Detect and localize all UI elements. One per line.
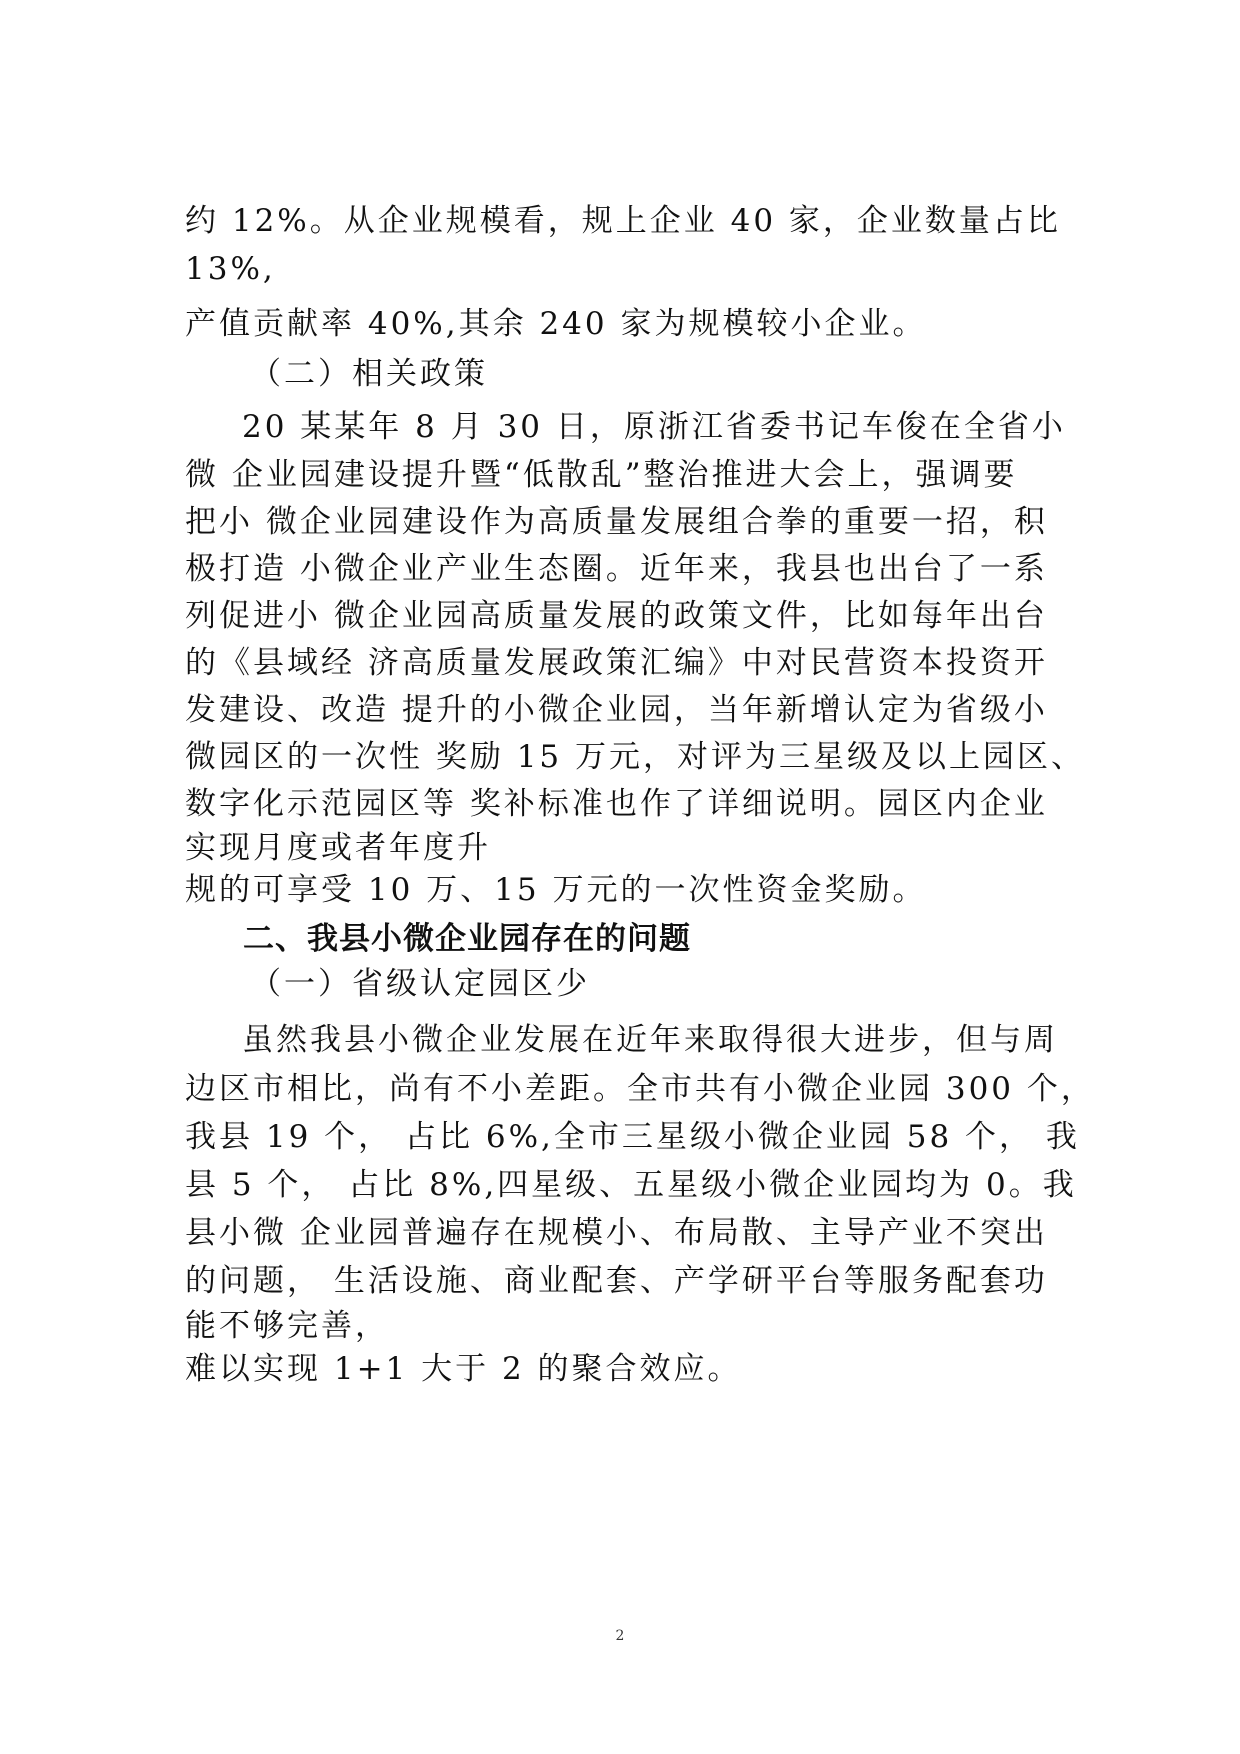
paragraph-1-line-1: 约 12%。从企业规模看，规上企业 40 家，企业数量占比 — [185, 203, 1061, 239]
paragraph-2-line-4: 极打造 小微企业产业生态圈。近年来，我县也出台了一系 — [185, 551, 1048, 587]
paragraph-2-line-2: 微 企业园建设提升暨“低散乱”整治推进大会上，强调要 — [185, 457, 1018, 493]
paragraph-2-line-3: 把小 微企业园建设作为高质量发展组合拳的重要一招，积 — [185, 504, 1048, 540]
paragraph-3-line-1: 虽然我县小微企业发展在近年来取得很大进步，但与周 — [242, 1022, 1058, 1058]
paragraph-2-line-6: 的《县域经 济高质量发展政策汇编》中对民营资本投资开 — [185, 645, 1048, 681]
paragraph-3-line-6: 的问题， 生活设施、商业配套、产学研平台等服务配套功 — [185, 1263, 1048, 1299]
paragraph-2-line-9: 数字化示范园区等 奖补标准也作了详细说明。园区内企业 — [185, 786, 1048, 822]
paragraph-3-line-7: 能不够完善， — [185, 1308, 389, 1344]
paragraph-1-line-3: 产值贡献率 40%,其余 240 家为规模较小企业。 — [185, 306, 927, 342]
paragraph-2-line-10: 实现月度或者年度升 — [185, 830, 491, 866]
paragraph-2-line-8: 微园区的一次性 奖励 15 万元，对评为三星级及以上园区、 — [185, 739, 1086, 775]
paragraph-3-line-5: 县小微 企业园普遍存在规模小、布局散、主导产业不突出 — [185, 1215, 1048, 1251]
paragraph-2-line-7: 发建设、改造 提升的小微企业园，当年新增认定为省级小 — [185, 692, 1048, 728]
paragraph-1-line-2: 13%, — [185, 251, 276, 287]
page-number: 2 — [615, 1628, 625, 1644]
section-heading: 二、我县小微企业园存在的问题 — [243, 921, 691, 957]
paragraph-2-line-5: 列促进小 微企业园高质量发展的政策文件，比如每年出台 — [185, 598, 1048, 634]
paragraph-3-line-8: 难以实现 1+1 大于 2 的聚合效应。 — [185, 1351, 742, 1387]
paragraph-2-line-11: 规的可享受 10 万、15 万元的一次性资金奖励。 — [185, 872, 927, 908]
subheading-parks: （一）省级认定园区少 — [250, 966, 590, 1002]
paragraph-2-line-1: 20 某某年 8 月 30 日，原浙江省委书记车俊在全省小 — [242, 409, 1066, 445]
paragraph-3-line-3: 我县 19 个， 占比 6%,全市三星级小微企业园 58 个， 我 — [185, 1119, 1080, 1155]
paragraph-3-line-2: 边区市相比，尚有不小差距。全市共有小微企业园 300 个， — [185, 1071, 1095, 1107]
paragraph-3-line-4: 县 5 个， 占比 8%,四星级、五星级小微企业园均为 0。我 — [185, 1167, 1077, 1203]
subheading-policy: （二）相关政策 — [250, 356, 488, 392]
